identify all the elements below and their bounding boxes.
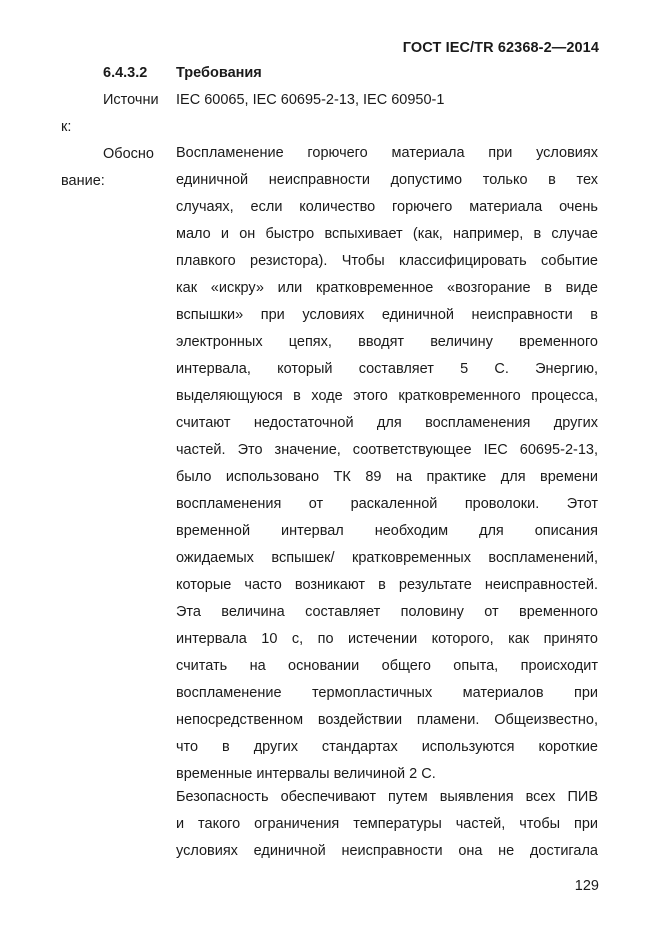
text-line: которые часто возникают в результате неисправностей. [176, 577, 598, 593]
section-title: Требования [176, 65, 262, 81]
text-line: единичной неисправности допустимо только в тех [176, 172, 598, 188]
text-line: временные интервалы величиной 2 С. [176, 766, 436, 782]
rationale-paragraph-1 [176, 140, 598, 788]
text-line: выделяющуюся в ходе этого кратковременного процесса, [176, 388, 598, 404]
source-label: Источни [103, 92, 159, 108]
text-line: Безопасность обеспечивают путем выявления всех ПИВ [176, 789, 598, 805]
text-line: электронных цепях, вводят величину временного [176, 334, 598, 350]
text-line: Воспламенение горючего материала при условиях [176, 145, 598, 161]
text-line: было использовано ТК 89 на практике для времени [176, 469, 598, 485]
text-line: случаях, если количество горючего материала очень [176, 199, 598, 215]
text-line: условиях единичной неисправности она не достигала [176, 843, 598, 859]
text-line: Эта величина составляет половину от временного [176, 604, 598, 620]
text-line: что в других стандартах используются короткие [176, 739, 598, 755]
text-line: ожидаемых вспышек/ кратковременных воспламенений, [176, 550, 598, 566]
text-line: мало и он быстро вспыхивает (как, например, в случае [176, 226, 598, 242]
section-number: 6.4.3.2 [103, 65, 148, 81]
standard-header: ГОСТ IEC/TR 62368-2—2014 [402, 40, 599, 56]
text-line: как «искру» или кратковременное «возгорание в виде [176, 280, 598, 296]
text-line: непосредственном воздействии пламени. Общеизвестно, [176, 712, 598, 728]
text-line: временной интервал необходим для описания [176, 523, 598, 539]
rationale-label: Обосно [103, 146, 154, 162]
text-line: воспламенения от раскаленной проволоки. Этот [176, 496, 598, 512]
text-line: вспышки» при условиях единичной неисправности в [176, 307, 598, 323]
text-line: и такого ограничения температуры частей, чтобы при [176, 816, 598, 832]
source-value: IEC 60065, IEC 60695-2-13, IEC 60950-1 [176, 92, 445, 108]
text-line: плавкого резистора). Чтобы классифицировать событие [176, 253, 598, 269]
text-line: воспламенение термопластичных материалов при [176, 685, 598, 701]
text-line: считать на основании общего опыта, происходит [176, 658, 598, 674]
rationale-label-continuation: вание: [61, 173, 105, 189]
rationale-paragraph-2 [176, 784, 598, 865]
text-line: считают недостаточной для воспламенения других [176, 415, 598, 431]
page-number: 129 [574, 878, 599, 894]
text-line: частей. Это значение, соответствующее IEC 60695-2-13, [176, 442, 598, 458]
text-line: интервала, который составляет 5 С. Энергию, [176, 361, 598, 377]
source-label-continuation: к: [61, 119, 72, 135]
text-line: интервала 10 с, по истечении которого, как принято [176, 631, 598, 647]
